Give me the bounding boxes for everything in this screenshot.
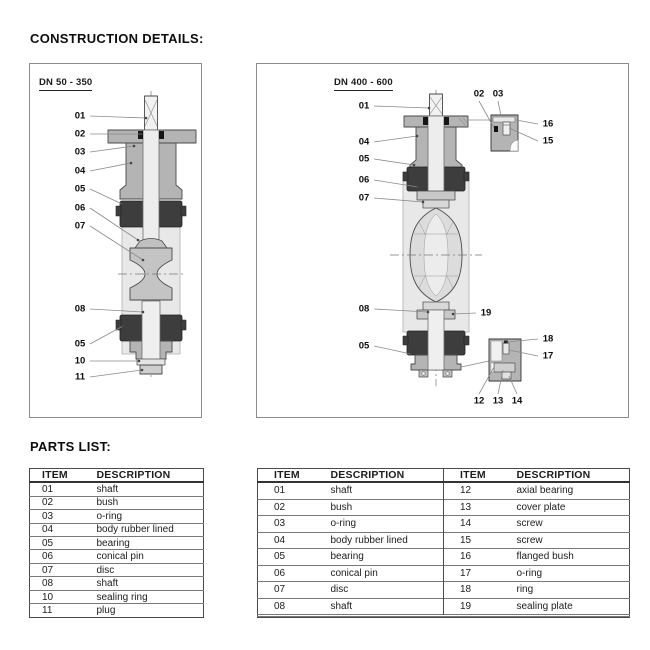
item-number-cell: 11 [30,604,92,618]
parts-table-dn50-350 [29,468,203,618]
leader-line-05 [374,159,414,165]
leader-dot-04 [130,162,133,165]
table-row [258,616,630,617]
leader-dot-08 [427,311,430,314]
description-cell: sealing plate [510,598,630,615]
description-cell: o-ring [324,516,444,533]
item-number-cell: 16 [444,549,510,566]
description-cell: shaft [324,482,444,499]
description-cell: bush [92,496,204,509]
diagram-dn50-350 [29,63,202,418]
description-cell: shaft [92,577,204,590]
empty-row-cell [258,616,630,617]
item-number-cell: 01 [30,482,92,496]
callout-label-05: 05 [358,153,370,165]
item-number-cell: 14 [444,516,510,533]
item-number-cell: 17 [444,565,510,582]
callout-label-10: 10 [74,355,86,367]
callout-label-05: 05 [358,340,370,352]
table-row [258,598,630,615]
item-number-cell: 07 [30,563,92,576]
item-number-cell: 05 [30,537,92,550]
description-cell: o-ring [92,510,204,523]
leader-line-04 [90,163,131,171]
table-row [30,496,204,509]
parts-list-title: PARTS LIST: [30,439,112,454]
item-number-cell: 02 [30,496,92,509]
leader-dot-06 [137,239,140,242]
description-cell: screw [510,532,630,549]
description-cell: flanged bush [510,549,630,566]
description-cell: disc [324,582,444,599]
item-number-cell: 18 [444,582,510,599]
description-cell: body rubber lined [324,532,444,549]
description-cell: body rubber lined [92,523,204,536]
table-row [30,482,204,496]
dn50-350-range-label: DN 50 - 350 [39,77,92,91]
column-header-item-0: ITEM [30,469,92,483]
description-cell: disc [92,563,204,576]
callout-label-07: 07 [74,220,86,232]
leader-dot-10 [138,360,141,363]
column-header-item-2: ITEM [444,469,510,483]
item-number-cell: 12 [444,482,510,499]
callout-label-19: 19 [480,307,492,319]
callout-label-03: 03 [492,88,504,100]
item-number-cell: 03 [30,510,92,523]
description-cell: ring [510,582,630,599]
valve-cross-section-dn50-350 [30,64,201,417]
callout-label-02: 02 [74,128,86,140]
table-row [258,565,630,582]
leader-line-01 [90,116,146,118]
leader-dot-02 [140,133,143,136]
description-cell: conical pin [92,550,204,563]
table-row [258,499,630,516]
item-number-cell: 07 [258,582,324,599]
table-row [30,577,204,590]
leader-line-02 [479,101,494,128]
callout-label-03: 03 [74,146,86,158]
leader-dot-08 [142,311,145,314]
leader-dot-05 [121,203,124,206]
column-header-description-3: DESCRIPTION [510,469,630,483]
leader-dot-19 [452,313,455,316]
item-number-cell: 02 [258,499,324,516]
description-cell: bearing [324,549,444,566]
table-row [258,532,630,549]
item-number-cell: 13 [444,499,510,516]
item-number-cell: 06 [30,550,92,563]
description-cell: conical pin [324,565,444,582]
leader-line-05 [374,346,411,354]
description-cell: o-ring [510,565,630,582]
description-cell: shaft [92,482,204,496]
table-row [258,582,630,599]
table-row [30,604,204,618]
leader-line-01 [374,106,429,108]
callout-label-02: 02 [473,88,485,100]
callout-label-04: 04 [358,136,370,148]
parts-table-dn400-600 [257,468,629,618]
description-cell: shaft [324,598,444,615]
leader-dot-06 [417,186,420,189]
table-row [30,563,204,576]
description-cell: plug [92,604,204,618]
table-row [30,537,204,550]
item-number-cell: 04 [258,532,324,549]
item-number-cell: 01 [258,482,324,499]
table-left [29,468,204,618]
callout-label-01: 01 [358,100,370,112]
item-number-cell: 08 [30,577,92,590]
item-number-cell: 08 [258,598,324,615]
leader-line-03 [498,101,501,116]
callout-label-07: 07 [358,192,370,204]
leader-dot-07 [422,201,425,204]
callout-label-17: 17 [542,350,554,362]
item-number-cell: 15 [444,532,510,549]
callout-label-06: 06 [358,174,370,186]
item-number-cell: 04 [30,523,92,536]
callout-label-01: 01 [74,110,86,122]
description-cell: screw [510,516,630,533]
table-row [30,510,204,523]
callout-label-05: 05 [74,183,86,195]
item-number-cell: 03 [258,516,324,533]
item-number-cell: 06 [258,565,324,582]
leader-dot-05 [410,353,413,356]
column-header-description-1: DESCRIPTION [324,469,444,483]
item-number-cell: 19 [444,598,510,615]
callout-label-11: 11 [74,371,86,383]
dn400-600-range-label: DN 400 - 600 [334,77,393,91]
description-cell: bush [324,499,444,516]
column-header-item-0: ITEM [258,469,324,483]
construction-details-title: CONSTRUCTION DETAILS: [30,31,204,46]
leader-line-16 [516,120,538,124]
table-row [258,482,630,499]
description-cell: bearing [92,537,204,550]
leader-dot-04 [416,135,419,138]
item-number-cell: 10 [30,590,92,603]
callout-label-05: 05 [74,338,86,350]
callout-label-08: 08 [358,303,370,315]
leader-line-05 [90,189,122,204]
callout-label-04: 04 [74,165,86,177]
leader-dot-01 [428,107,431,110]
column-header-description-1: DESCRIPTION [92,469,204,483]
callout-label-06: 06 [74,202,86,214]
table-row [30,550,204,563]
table-right [257,468,630,618]
description-cell: sealing ring [92,590,204,603]
valve-cross-section-dn400-600 [257,64,628,417]
callout-label-15: 15 [542,135,554,147]
description-cell: axial bearing [510,482,630,499]
callout-label-12: 12 [473,395,485,407]
leader-line-05 [90,326,123,344]
callout-label-13: 13 [492,395,504,407]
callout-label-16: 16 [542,118,554,130]
table-row [258,549,630,566]
leader-dot-05 [122,325,125,328]
item-number-cell: 05 [258,549,324,566]
leader-dot-03 [133,145,136,148]
diagram-dn400-600 [256,63,629,418]
table-row [258,516,630,533]
table-row [30,523,204,536]
leader-line-04 [374,136,417,142]
table-row [30,590,204,603]
callout-label-18: 18 [542,333,554,345]
callout-label-14: 14 [511,395,523,407]
leader-dot-05 [413,164,416,167]
callout-label-08: 08 [74,303,86,315]
description-cell: cover plate [510,499,630,516]
leader-line-11 [90,370,142,377]
leader-dot-01 [145,117,148,120]
leader-dot-07 [142,259,145,262]
leader-dot-11 [141,369,144,372]
